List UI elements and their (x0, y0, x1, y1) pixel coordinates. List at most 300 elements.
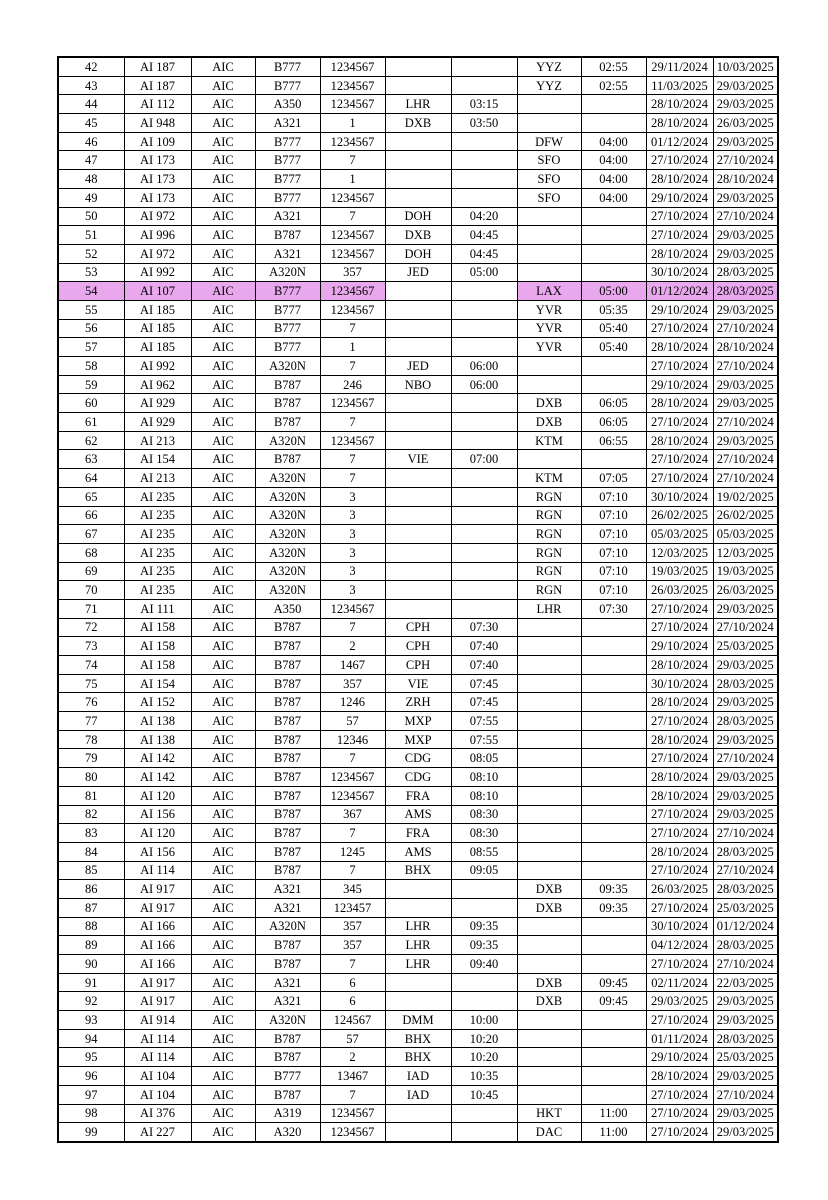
effective-to-date-cell: 27/10/2024 (713, 1085, 778, 1104)
effective-from-date-cell: 28/10/2024 (646, 842, 713, 861)
days-of-operation-cell: 7 (320, 618, 385, 637)
days-of-operation-cell: 3 (320, 543, 385, 562)
effective-to-date-cell: 29/03/2025 (713, 1123, 778, 1142)
aircraft-type-cell: B787 (255, 375, 320, 394)
days-of-operation-cell: 1234567 (320, 394, 385, 413)
destination-airport-cell: DXB (517, 898, 581, 917)
airline-code-cell: AIC (191, 76, 255, 95)
arrival-time-cell (451, 599, 517, 618)
effective-from-date-cell: 26/02/2025 (646, 506, 713, 525)
departure-time-cell (581, 936, 646, 955)
departure-time-cell (581, 824, 646, 843)
aircraft-type-cell: A320N (255, 357, 320, 376)
flight-number-cell: AI 156 (124, 805, 191, 824)
airline-code-cell: AIC (191, 450, 255, 469)
table-row (58, 132, 778, 151)
table-row (58, 730, 778, 749)
days-of-operation-cell: 13467 (320, 1067, 385, 1086)
effective-to-date-cell: 29/03/2025 (713, 132, 778, 151)
flight-number-cell: AI 917 (124, 992, 191, 1011)
arrival-time-cell: 07:00 (451, 450, 517, 469)
airline-code-cell: AIC (191, 842, 255, 861)
destination-airport-cell (517, 730, 581, 749)
arrival-time-cell (451, 487, 517, 506)
destination-airport-cell: RGN (517, 506, 581, 525)
destination-airport-cell (517, 1029, 581, 1048)
aircraft-type-cell: A321 (255, 898, 320, 917)
arrival-time-cell (451, 1123, 517, 1142)
effective-to-date-cell: 28/03/2025 (713, 263, 778, 282)
days-of-operation-cell: 7 (320, 450, 385, 469)
aircraft-type-cell: A321 (255, 114, 320, 133)
origin-airport-cell (385, 599, 451, 618)
aircraft-type-cell: B787 (255, 656, 320, 675)
airline-code-cell: AIC (191, 898, 255, 917)
table-row (58, 525, 778, 544)
destination-airport-cell: DXB (517, 973, 581, 992)
effective-from-date-cell: 28/10/2024 (646, 244, 713, 263)
flight-number-cell: AI 158 (124, 656, 191, 675)
arrival-time-cell: 08:30 (451, 824, 517, 843)
destination-airport-cell: LHR (517, 599, 581, 618)
departure-time-cell: 11:00 (581, 1123, 646, 1142)
table-row (58, 768, 778, 787)
aircraft-type-cell: A320 (255, 1123, 320, 1142)
effective-from-date-cell: 30/10/2024 (646, 917, 713, 936)
aircraft-type-cell: A321 (255, 207, 320, 226)
row-number-cell: 83 (58, 824, 124, 843)
days-of-operation-cell: 7 (320, 413, 385, 432)
airline-code-cell: AIC (191, 170, 255, 189)
row-number-cell: 90 (58, 955, 124, 974)
table-row (58, 413, 778, 432)
departure-time-cell: 09:45 (581, 992, 646, 1011)
flight-number-cell: AI 929 (124, 413, 191, 432)
row-number-cell: 71 (58, 599, 124, 618)
departure-time-cell: 07:10 (581, 581, 646, 600)
aircraft-type-cell: B787 (255, 824, 320, 843)
days-of-operation-cell: 3 (320, 506, 385, 525)
arrival-time-cell (451, 469, 517, 488)
airline-code-cell: AIC (191, 469, 255, 488)
flight-number-cell: AI 107 (124, 282, 191, 301)
flight-number-cell: AI 158 (124, 618, 191, 637)
effective-to-date-cell: 29/03/2025 (713, 786, 778, 805)
days-of-operation-cell: 7 (320, 357, 385, 376)
days-of-operation-cell: 1234567 (320, 76, 385, 95)
table-row (58, 618, 778, 637)
effective-from-date-cell: 27/10/2024 (646, 319, 713, 338)
airline-code-cell: AIC (191, 57, 255, 76)
airline-code-cell: AIC (191, 525, 255, 544)
departure-time-cell: 05:40 (581, 319, 646, 338)
effective-from-date-cell: 27/10/2024 (646, 618, 713, 637)
effective-from-date-cell: 02/11/2024 (646, 973, 713, 992)
effective-from-date-cell: 29/10/2024 (646, 300, 713, 319)
table-row (58, 1085, 778, 1104)
aircraft-type-cell: B787 (255, 730, 320, 749)
origin-airport-cell (385, 170, 451, 189)
origin-airport-cell: NBO (385, 375, 451, 394)
airline-code-cell: AIC (191, 319, 255, 338)
departure-time-cell (581, 917, 646, 936)
flight-number-cell: AI 917 (124, 898, 191, 917)
origin-airport-cell: FRA (385, 824, 451, 843)
destination-airport-cell (517, 1011, 581, 1030)
effective-to-date-cell: 19/03/2025 (713, 562, 778, 581)
departure-time-cell (581, 805, 646, 824)
destination-airport-cell: YVR (517, 300, 581, 319)
origin-airport-cell: CDG (385, 749, 451, 768)
table-row (58, 114, 778, 133)
aircraft-type-cell: A321 (255, 880, 320, 899)
airline-code-cell: AIC (191, 936, 255, 955)
days-of-operation-cell: 1467 (320, 656, 385, 675)
departure-time-cell: 07:10 (581, 543, 646, 562)
arrival-time-cell: 06:00 (451, 375, 517, 394)
departure-time-cell (581, 95, 646, 114)
table-row (58, 244, 778, 263)
aircraft-type-cell: B777 (255, 57, 320, 76)
aircraft-type-cell: B787 (255, 674, 320, 693)
departure-time-cell (581, 1067, 646, 1086)
origin-airport-cell (385, 394, 451, 413)
departure-time-cell: 07:10 (581, 506, 646, 525)
effective-to-date-cell: 29/03/2025 (713, 768, 778, 787)
arrival-time-cell: 08:05 (451, 749, 517, 768)
table-row (58, 749, 778, 768)
destination-airport-cell (517, 768, 581, 787)
aircraft-type-cell: B777 (255, 132, 320, 151)
effective-from-date-cell: 27/10/2024 (646, 450, 713, 469)
airline-code-cell: AIC (191, 618, 255, 637)
flight-number-cell: AI 992 (124, 357, 191, 376)
origin-airport-cell (385, 319, 451, 338)
days-of-operation-cell: 7 (320, 1085, 385, 1104)
arrival-time-cell (451, 581, 517, 600)
arrival-time-cell (451, 973, 517, 992)
arrival-time-cell (451, 880, 517, 899)
effective-to-date-cell: 29/03/2025 (713, 394, 778, 413)
table-row (58, 581, 778, 600)
days-of-operation-cell: 3 (320, 525, 385, 544)
destination-airport-cell: SFO (517, 170, 581, 189)
arrival-time-cell (451, 394, 517, 413)
aircraft-type-cell: A321 (255, 244, 320, 263)
effective-from-date-cell: 27/10/2024 (646, 1123, 713, 1142)
effective-from-date-cell: 19/03/2025 (646, 562, 713, 581)
destination-airport-cell: YYZ (517, 57, 581, 76)
days-of-operation-cell: 1234567 (320, 244, 385, 263)
flight-number-cell: AI 142 (124, 768, 191, 787)
destination-airport-cell (517, 95, 581, 114)
row-number-cell: 98 (58, 1104, 124, 1123)
table-row (58, 898, 778, 917)
table-row (58, 842, 778, 861)
airline-code-cell: AIC (191, 1067, 255, 1086)
destination-airport-cell (517, 637, 581, 656)
row-number-cell: 53 (58, 263, 124, 282)
destination-airport-cell (517, 917, 581, 936)
effective-from-date-cell: 28/10/2024 (646, 693, 713, 712)
row-number-cell: 76 (58, 693, 124, 712)
effective-from-date-cell: 27/10/2024 (646, 712, 713, 731)
aircraft-type-cell: B787 (255, 712, 320, 731)
effective-from-date-cell: 04/12/2024 (646, 936, 713, 955)
aircraft-type-cell: B777 (255, 76, 320, 95)
effective-from-date-cell: 28/10/2024 (646, 338, 713, 357)
flight-number-cell: AI 235 (124, 543, 191, 562)
arrival-time-cell: 03:50 (451, 114, 517, 133)
row-number-cell: 65 (58, 487, 124, 506)
days-of-operation-cell: 357 (320, 936, 385, 955)
airline-code-cell: AIC (191, 992, 255, 1011)
airline-code-cell: AIC (191, 1048, 255, 1067)
days-of-operation-cell: 7 (320, 151, 385, 170)
origin-airport-cell: FRA (385, 786, 451, 805)
origin-airport-cell: LHR (385, 917, 451, 936)
table-row (58, 656, 778, 675)
table-row (58, 1067, 778, 1086)
departure-time-cell: 07:10 (581, 487, 646, 506)
origin-airport-cell: JED (385, 357, 451, 376)
airline-code-cell: AIC (191, 1104, 255, 1123)
arrival-time-cell (451, 76, 517, 95)
airline-code-cell: AIC (191, 543, 255, 562)
table-row (58, 431, 778, 450)
destination-airport-cell (517, 955, 581, 974)
effective-from-date-cell: 27/10/2024 (646, 749, 713, 768)
days-of-operation-cell: 2 (320, 637, 385, 656)
flight-number-cell: AI 104 (124, 1067, 191, 1086)
destination-airport-cell (517, 693, 581, 712)
table-row (58, 1048, 778, 1067)
table-row (58, 450, 778, 469)
destination-airport-cell (517, 618, 581, 637)
flight-number-cell: AI 158 (124, 637, 191, 656)
departure-time-cell (581, 637, 646, 656)
arrival-time-cell (451, 898, 517, 917)
destination-airport-cell: YVR (517, 319, 581, 338)
row-number-cell: 86 (58, 880, 124, 899)
effective-to-date-cell: 29/03/2025 (713, 1011, 778, 1030)
aircraft-type-cell: A320N (255, 263, 320, 282)
flight-number-cell: AI 109 (124, 132, 191, 151)
origin-airport-cell: DOH (385, 244, 451, 263)
flight-number-cell: AI 112 (124, 95, 191, 114)
effective-to-date-cell: 27/10/2024 (713, 861, 778, 880)
flight-number-cell: AI 185 (124, 338, 191, 357)
days-of-operation-cell: 1234567 (320, 188, 385, 207)
days-of-operation-cell: 1 (320, 170, 385, 189)
aircraft-type-cell: B777 (255, 151, 320, 170)
origin-airport-cell (385, 57, 451, 76)
aircraft-type-cell: A320N (255, 1011, 320, 1030)
departure-time-cell (581, 730, 646, 749)
destination-airport-cell (517, 226, 581, 245)
row-number-cell: 99 (58, 1123, 124, 1142)
destination-airport-cell (517, 244, 581, 263)
row-number-cell: 62 (58, 431, 124, 450)
effective-from-date-cell: 29/11/2024 (646, 57, 713, 76)
row-number-cell: 43 (58, 76, 124, 95)
row-number-cell: 52 (58, 244, 124, 263)
origin-airport-cell (385, 506, 451, 525)
origin-airport-cell: AMS (385, 805, 451, 824)
flight-number-cell: AI 213 (124, 469, 191, 488)
table-row (58, 1029, 778, 1048)
origin-airport-cell: CPH (385, 656, 451, 675)
arrival-time-cell: 09:40 (451, 955, 517, 974)
effective-to-date-cell: 29/03/2025 (713, 188, 778, 207)
aircraft-type-cell: A321 (255, 992, 320, 1011)
arrival-time-cell: 07:30 (451, 618, 517, 637)
departure-time-cell: 06:05 (581, 413, 646, 432)
aircraft-type-cell: B777 (255, 338, 320, 357)
effective-from-date-cell: 28/10/2024 (646, 394, 713, 413)
departure-time-cell (581, 114, 646, 133)
effective-from-date-cell: 28/10/2024 (646, 1067, 713, 1086)
flight-number-cell: AI 235 (124, 487, 191, 506)
table-row (58, 76, 778, 95)
origin-airport-cell: BHX (385, 861, 451, 880)
departure-time-cell (581, 786, 646, 805)
table-row (58, 263, 778, 282)
flight-number-cell: AI 138 (124, 712, 191, 731)
arrival-time-cell: 07:45 (451, 693, 517, 712)
flight-number-cell: AI 114 (124, 1048, 191, 1067)
arrival-time-cell: 10:20 (451, 1048, 517, 1067)
airline-code-cell: AIC (191, 244, 255, 263)
row-number-cell: 73 (58, 637, 124, 656)
table-row (58, 992, 778, 1011)
days-of-operation-cell: 7 (320, 824, 385, 843)
flight-number-cell: AI 173 (124, 188, 191, 207)
destination-airport-cell (517, 114, 581, 133)
airline-code-cell: AIC (191, 656, 255, 675)
origin-airport-cell (385, 282, 451, 301)
airline-code-cell: AIC (191, 768, 255, 787)
destination-airport-cell: LAX (517, 282, 581, 301)
effective-from-date-cell: 27/10/2024 (646, 1085, 713, 1104)
destination-airport-cell (517, 749, 581, 768)
flight-number-cell: AI 114 (124, 1029, 191, 1048)
table-row (58, 151, 778, 170)
aircraft-type-cell: B777 (255, 170, 320, 189)
days-of-operation-cell: 124567 (320, 1011, 385, 1030)
effective-from-date-cell: 12/03/2025 (646, 543, 713, 562)
destination-airport-cell: KTM (517, 431, 581, 450)
effective-from-date-cell: 28/10/2024 (646, 114, 713, 133)
aircraft-type-cell: B787 (255, 861, 320, 880)
airline-code-cell: AIC (191, 226, 255, 245)
arrival-time-cell: 04:20 (451, 207, 517, 226)
days-of-operation-cell: 3 (320, 487, 385, 506)
flight-number-cell: AI 173 (124, 170, 191, 189)
table-row (58, 1104, 778, 1123)
arrival-time-cell: 07:40 (451, 637, 517, 656)
destination-airport-cell: DXB (517, 880, 581, 899)
departure-time-cell: 04:00 (581, 170, 646, 189)
flight-number-cell: AI 154 (124, 674, 191, 693)
row-number-cell: 55 (58, 300, 124, 319)
row-number-cell: 96 (58, 1067, 124, 1086)
airline-code-cell: AIC (191, 749, 255, 768)
departure-time-cell: 06:55 (581, 431, 646, 450)
arrival-time-cell: 08:30 (451, 805, 517, 824)
aircraft-type-cell: B787 (255, 805, 320, 824)
origin-airport-cell: CPH (385, 618, 451, 637)
origin-airport-cell: MXP (385, 712, 451, 731)
airline-code-cell: AIC (191, 581, 255, 600)
airline-code-cell: AIC (191, 599, 255, 618)
airline-code-cell: AIC (191, 506, 255, 525)
origin-airport-cell: CPH (385, 637, 451, 656)
days-of-operation-cell: 1234567 (320, 1104, 385, 1123)
aircraft-type-cell: A320N (255, 562, 320, 581)
table-row (58, 95, 778, 114)
flight-number-cell: AI 235 (124, 562, 191, 581)
table-row (58, 188, 778, 207)
row-number-cell: 78 (58, 730, 124, 749)
aircraft-type-cell: B787 (255, 1085, 320, 1104)
row-number-cell: 60 (58, 394, 124, 413)
row-number-cell: 46 (58, 132, 124, 151)
days-of-operation-cell: 1246 (320, 693, 385, 712)
departure-time-cell: 02:55 (581, 57, 646, 76)
origin-airport-cell: AMS (385, 842, 451, 861)
origin-airport-cell: CDG (385, 768, 451, 787)
origin-airport-cell (385, 880, 451, 899)
flight-number-cell: AI 166 (124, 917, 191, 936)
aircraft-type-cell: B777 (255, 282, 320, 301)
destination-airport-cell: DAC (517, 1123, 581, 1142)
airline-code-cell: AIC (191, 394, 255, 413)
row-number-cell: 48 (58, 170, 124, 189)
departure-time-cell: 07:10 (581, 562, 646, 581)
aircraft-type-cell: A320N (255, 525, 320, 544)
row-number-cell: 70 (58, 581, 124, 600)
effective-to-date-cell: 29/03/2025 (713, 300, 778, 319)
airline-code-cell: AIC (191, 880, 255, 899)
aircraft-type-cell: B787 (255, 618, 320, 637)
row-number-cell: 89 (58, 936, 124, 955)
effective-to-date-cell: 27/10/2024 (713, 450, 778, 469)
airline-code-cell: AIC (191, 357, 255, 376)
origin-airport-cell: IAD (385, 1067, 451, 1086)
days-of-operation-cell: 357 (320, 917, 385, 936)
flight-number-cell: AI 972 (124, 244, 191, 263)
airline-code-cell: AIC (191, 1029, 255, 1048)
table-row (58, 880, 778, 899)
airline-code-cell: AIC (191, 151, 255, 170)
origin-airport-cell (385, 188, 451, 207)
arrival-time-cell: 08:10 (451, 786, 517, 805)
arrival-time-cell: 03:15 (451, 95, 517, 114)
effective-to-date-cell: 27/10/2024 (713, 413, 778, 432)
arrival-time-cell (451, 300, 517, 319)
departure-time-cell (581, 1011, 646, 1030)
origin-airport-cell (385, 992, 451, 1011)
table-row (58, 599, 778, 618)
arrival-time-cell (451, 525, 517, 544)
schedule-table (57, 56, 779, 1143)
days-of-operation-cell: 357 (320, 263, 385, 282)
table-row (58, 786, 778, 805)
airline-code-cell: AIC (191, 861, 255, 880)
days-of-operation-cell: 7 (320, 955, 385, 974)
effective-to-date-cell: 29/03/2025 (713, 1067, 778, 1086)
